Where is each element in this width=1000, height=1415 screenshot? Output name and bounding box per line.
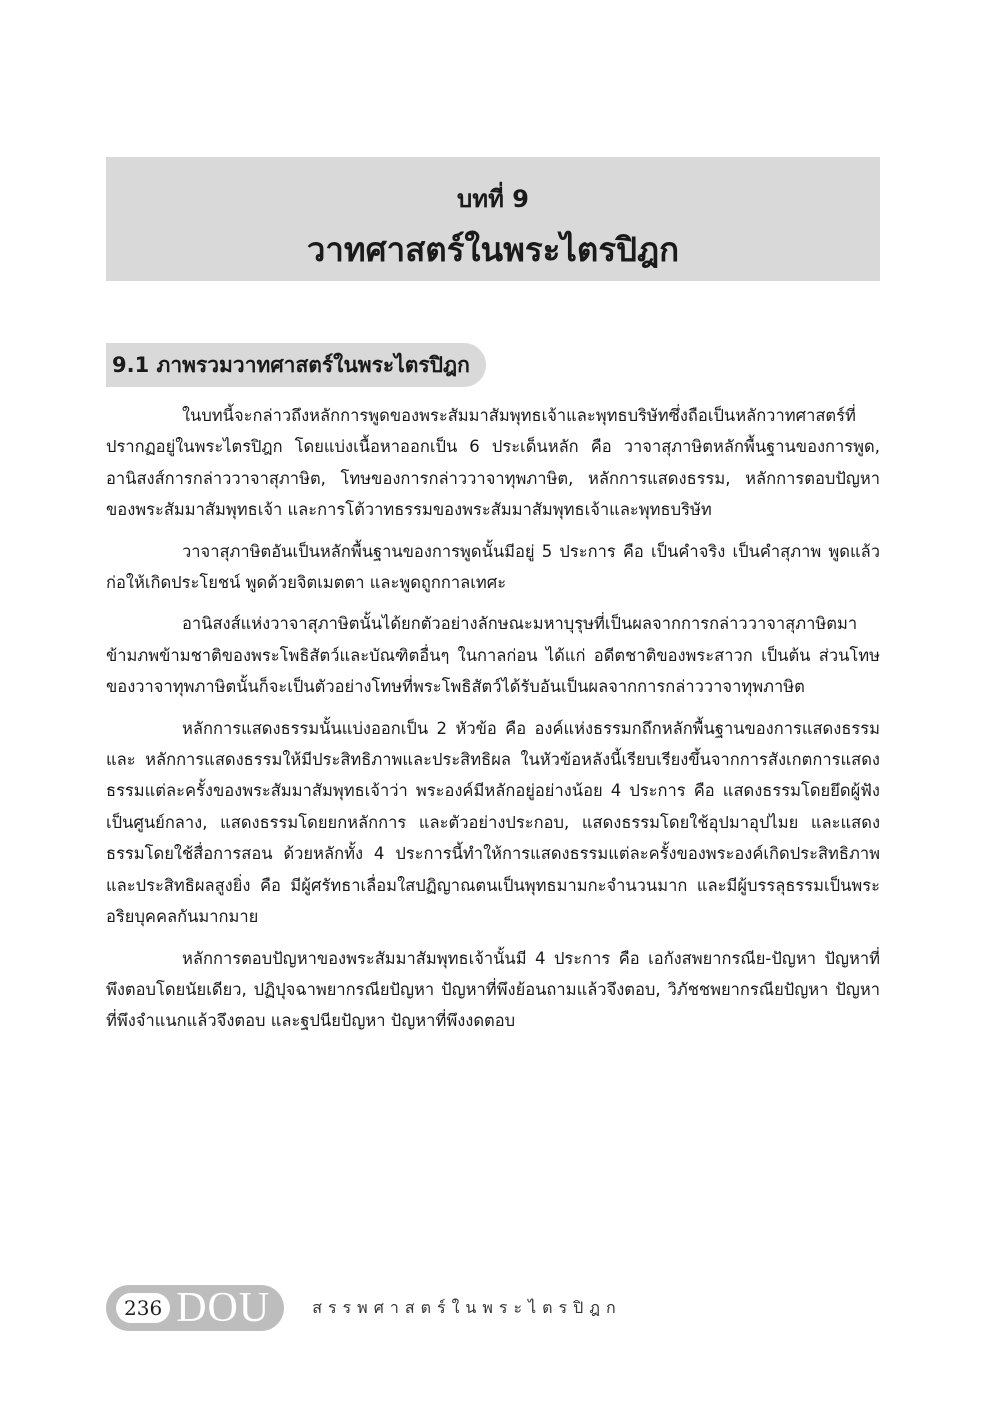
paragraph-answering-questions: หลักการตอบปัญหาของพระสัมมาสัมพุทธเจ้านั้นมี 4 ประการ คือ เอกังสพยากรณีย-ปัญหา ปัญหาที่พึงตอบโดยนัยเดียว, ปฏิปุจฉาพยากรณียปัญหา ปัญหาที่พึงย้อนถามแล้วจึงตอบ, วิภัชชพยากรณียปัญหา ปัญหาที่พึงจำแนกแล้วจึงตอบ และฐปนียปัญหา ปัญหาที่พึงงดตอบ (106, 948, 880, 1031)
paragraph-benefits: อานิสงส์แห่งวาจาสุภาษิตนั้นได้ยกตัวอย่างลักษณะมหาบุรุษที่เป็นผลจากการกล่าววาจาสุภาษิตมาข้ามภพข้ามชาติของพระโพธิสัตว์และบัณฑิตอื่นๆ ในกาลก่อน ได้แก่ อดีตชาติของพระสาวก เป็นต้น ส่วนโทษของวาจาทุพภาษิตนั้นก็จะเป็นตัวอย่างโทษที่พระโพธิสัตว์ได้รับอันเป็นผลจากการกล่าววาจาทุพภาษิต (106, 614, 880, 697)
chapter-number: บทที่ 9 (457, 185, 529, 213)
chapter-title: วาทศาสตร์ในพระไตรปิฎก (306, 230, 680, 269)
dou-logo: DOU (176, 1285, 271, 1331)
paragraph-overview: ในบทนี้จะกล่าวถึงหลักการพูดของพระสัมมาสัมพุทธเจ้าและพุทธบริษัทซึ่งถือเป็นหลักวาทศาสตร์ที่ปรากฏอยู่ในพระไตรปิฎก โดยแบ่งเนื้อหาออกเป็น 6 ประเด็นหลัก คือ วาจาสุภาษิตหลักพื้นฐานของการพูด, อานิสงส์การกล่าววาจาสุภาษิต, โทษของการกล่าววาจาทุพภาษิต, หลักการแสดงธรรม, หลักการตอบปัญหาของพระสัมมาสัมพุทธเจ้า และการโต้วาทธรรมของพระสัมมาสัมพุทธเจ้าและพุทธบริษัท (106, 406, 880, 520)
body-text (106, 400, 880, 1047)
page-footer (106, 1285, 622, 1331)
chapter-banner (106, 157, 880, 281)
section-heading: 9.1 ภาพรวมวาทศาสตร์ในพระไตรปิฎก (106, 343, 486, 387)
paragraph-good-speech: วาจาสุภาษิตอันเป็นหลักพื้นฐานของการพูดนั้นมีอยู่ 5 ประการ คือ เป็นคำจริง เป็นคำสุภาพ พูดแล้วก่อให้เกิดประโยชน์ พูดด้วยจิตเมตตา และพูดถูกกาลเทศะ (106, 541, 880, 593)
footer-book-title: สรรพศาสตร์ในพระไตรปิฎก (312, 1297, 622, 1317)
page-number: 236 (116, 1293, 170, 1323)
paragraph-dhamma-teaching: หลักการแสดงธรรมนั้นแบ่งออกเป็น 2 หัวข้อ คือ องค์แห่งธรรมกถึกหลักพื้นฐานของการแสดงธรรม และ หลักการแสดงธรรมให้มีประสิทธิภาพและประสิทธิผล ในหัวข้อหลังนี้เรียบเรียงขึ้นจากการสังเกตการแสดงธรรมแต่ละครั้งของพระสัมมาสัมพุทธเจ้าว่า พระองค์มีหลักอยู่อย่างน้อย 4 ประการ คือ แสดงธรรมโดยยึดผู้ฟังเป็นศูนย์กลาง, แสดงธรรมโดยยกหลักการ และตัวอย่างประกอบ, แสดงธรรมโดยใช้อุปมาอุปไมย และแสดงธรรมโดยใช้สื่อการสอน ด้วยหลักทั้ง 4 ประการนี้ทำให้การแสดงธรรมแต่ละครั้งของพระองค์เกิดประสิทธิภาพและประสิทธิผลสูงยิ่ง คือ มีผู้ศรัทธาเลื่อมใสปฏิญาณตนเป็นพุทธมามกะจำนวนมาก และมีผู้บรรลุธรรมเป็นพระอริยบุคคลกันมากมาย (106, 718, 880, 927)
footer-badge (106, 1285, 284, 1331)
